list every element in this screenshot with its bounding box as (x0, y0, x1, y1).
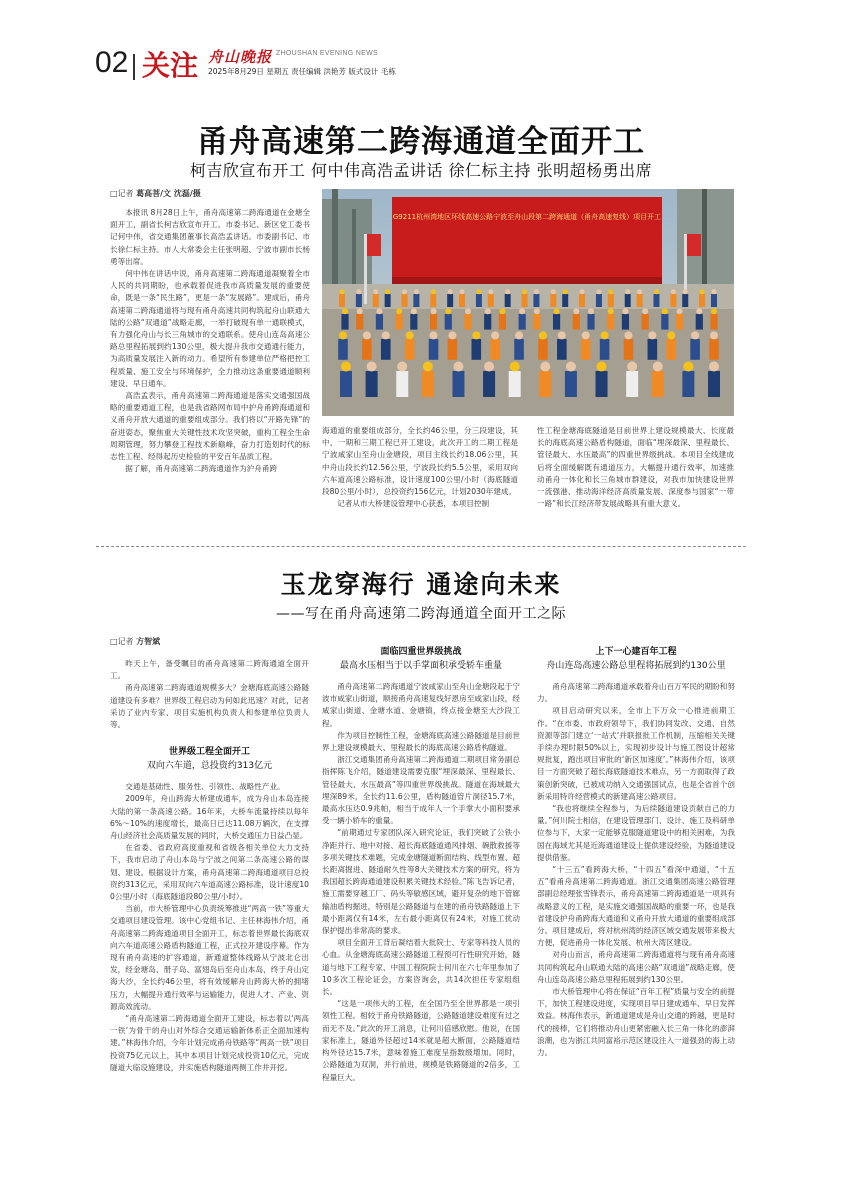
crowd-person-body (340, 371, 352, 397)
crowd-person-body (459, 294, 465, 307)
crowd-person-head (402, 289, 407, 294)
crowd-person-body (341, 314, 348, 330)
crowd-person-head (608, 308, 614, 314)
crowd-person-body (452, 371, 464, 397)
crowd-person-head (339, 331, 347, 339)
article1-column-2 (322, 425, 518, 510)
header-divider (133, 54, 135, 80)
crowd-person-head (709, 362, 719, 372)
byline-1 (110, 188, 201, 199)
crowd-person-head (448, 289, 453, 294)
subheadline-1: 柯吉欣宣布开工 何中伟高浩孟讲话 徐仁标主持 张明超杨勇出席 (189, 161, 653, 180)
paragraph: 昨天上午，备受瞩目的甬舟高速第二跨海通道全面开工。 (110, 659, 309, 681)
crowd-person-head (445, 308, 451, 314)
crowd-person-head (367, 362, 377, 372)
crowd-person-head (582, 331, 590, 339)
crowd-person-head (637, 289, 642, 294)
crowd-person-head (551, 289, 556, 294)
crowd-person-body (711, 294, 717, 307)
paragraph: 何中伟在讲话中说，甬舟高速第二跨海通道凝聚着全市人民的共同期盼，也承载着促进我市高质量发展的重要使命，既是一条“民生路”，更是一条“发展路”。建成后，甬舟高速第二跨海通道将与现有甬舟高速共同构筑起舟山联通大陆的公路“双通道”战略走廊，一举打破现有单一通联模式，有力强化舟山与长三角城市的交通联系。使舟山连岛高速公路总里程拓展到约130公里，极大提升我市交通通行能力，为高质量发展注入新的动力。希望所有参建单位严格把控工程质量、施工安全与环境保护，全力推动这条重要通道顺利建设、早日通车。 (110, 269, 310, 388)
crowd-person-head (563, 289, 568, 294)
crowd-person-head (677, 308, 683, 314)
paragraph: 高浩孟表示，甬舟高速第二跨海通道是落实交通强国战略的重要通道工程，也是我省路网布局中护舟甬跨海通道和义甬舟开放大通道的重要组成部分。我们将以“开路先锋”的奋进姿态，聚焦重大关键性技术攻坚突破，重构工程全生命周期管理，努力攀登工程技术新巅峰，奋力打造划时代的标志性工程、经得起历史检验的平安百年品质工程。 (110, 391, 310, 462)
ceremony-photo (322, 189, 734, 416)
crowd-person-head (411, 308, 417, 314)
crowd-person-body (533, 294, 539, 307)
crowd-person-head (710, 331, 718, 339)
crowd-person-head (342, 308, 348, 314)
crowd-person-body (648, 339, 658, 360)
crowd-person-head (691, 331, 699, 339)
crowd-person-head (499, 308, 505, 314)
crowd-person-body (596, 294, 602, 307)
crowd-person-body (539, 371, 551, 397)
crowd-person-head (712, 289, 717, 294)
byline-names: 方智斌 (136, 637, 161, 646)
crowd-person-head (510, 362, 520, 372)
banner-text: G9211杭州湾地区环线高速公路宁波至舟山段第二跨海通道（甬舟高速复线）项目开工 (392, 213, 662, 221)
crowd-person-head (515, 331, 523, 339)
crowd-person-body (708, 371, 720, 397)
paragraph: 甬舟高速第二跨海通道承载着舟山百万军民的期盼和努力。 (537, 682, 735, 704)
crowd-person-body (396, 371, 408, 397)
crowd-person-body (607, 314, 614, 330)
crowd-person-head (356, 289, 361, 294)
crowd-person-head (696, 308, 702, 314)
crowd-person-head (376, 308, 382, 314)
section-divider (96, 546, 746, 547)
crowd-person-head (622, 308, 628, 314)
crowd-person-head (423, 362, 433, 372)
crowd-person-body (661, 314, 668, 330)
subheadline-2: ——写在甬舟高速第二跨海通道全面开工之际 (276, 606, 566, 622)
crowd-person-body (376, 314, 383, 330)
crowd-person-head (539, 331, 547, 339)
crowd-person-head (540, 362, 550, 372)
crowd-person-body (514, 339, 524, 360)
crowd-person-head (566, 362, 576, 372)
crowd-person-head (460, 289, 465, 294)
ceremony-photo-illustration (322, 189, 734, 416)
crowd-person-body (464, 314, 471, 330)
crowd-person-body (476, 294, 482, 307)
crowd-person-head (430, 331, 438, 339)
crowd-person-body (676, 314, 683, 330)
crowd-person-body (484, 314, 491, 330)
crowd-person-body (448, 339, 458, 360)
crowd-person-body (447, 294, 453, 307)
crowd-person-body (488, 294, 494, 307)
crowd-person-body (483, 371, 495, 397)
article2-column-1 (110, 658, 309, 1074)
crowd-person-body (670, 294, 676, 307)
crowd-person-body (522, 294, 528, 307)
crowd-person-body (587, 314, 594, 330)
crowd-person-body (682, 371, 694, 397)
crowd-person-head (662, 308, 668, 314)
crowd-person-body (356, 294, 362, 307)
crowd-person-body (596, 371, 608, 397)
article1-column-1 (110, 207, 310, 475)
crowd-person-head (414, 289, 419, 294)
crowd-person-head (624, 331, 632, 339)
paragraph: 海通道的重要组成部分，全长约46公里，分三段建设，其中，一期和三期工程已开工建设，此次开工的二期工程是宁波咸家山至舟山金塘段，项目主线长约18.06公里，其中舟山段长约12.56公里，宁波段长约5.5公里，采用双向六车道高速公路标准，设计速度100公里/小时（海底隧道段80公里/小时），总投资约156亿元，计划2030年建成。 (322, 426, 518, 497)
paragraph: 交通是基础性、服务性、引领性、战略性产业。 (125, 782, 285, 792)
crowd-person-body (696, 314, 703, 330)
crowd-person-head (667, 331, 675, 339)
crowd-person-body (581, 339, 591, 360)
headline-1: 甬舟高速第二跨海通道全面开工 (197, 124, 645, 160)
crowd-person-head (453, 362, 463, 372)
crowd-person-head (625, 289, 630, 294)
crowd-person-head (608, 289, 613, 294)
crowd-person-head (431, 289, 436, 294)
crowd-person-body (490, 339, 500, 360)
newspaper-english-name: ZHOUSHAN EVENING NEWS (276, 50, 378, 57)
crowd-person-head (654, 289, 659, 294)
crowd-person-body (402, 294, 408, 307)
crowd-person-body (430, 294, 436, 307)
crowd-person-head (396, 308, 402, 314)
crowd-person-head (627, 362, 637, 372)
crowd-person-head (580, 289, 585, 294)
crowd-person-head (601, 331, 609, 339)
crowd-person-head (448, 331, 456, 339)
section-title: 关注 (142, 49, 199, 82)
crowd-person-head (357, 308, 363, 314)
crowd-person-body (562, 294, 568, 307)
crowd-person-body (396, 314, 403, 330)
crowd-person-head (397, 362, 407, 372)
crowd-person-head (534, 308, 540, 314)
crowd-person-head (596, 289, 601, 294)
crowd-person-body (430, 314, 437, 330)
crowd-person-head (488, 289, 493, 294)
paragraph: “十三五”看跨海大桥，“十四五”看深中通道，“十五五”看甬舟高速第二跨海通道。浙江交通集团高速公路管理部副总经理张雪锋表示，甬舟高速第二跨海通道是一项具有战略意义的工程，是实施交通强国战略的重要一环，也是我省建设护舟甬跨海大通道和义甬舟开放大通道的重要组成部分。项目建成后，将对杭州湾的经济区域交通发展带来极大方便，促进甬舟一体化发展、杭州大湾区建设。 (537, 865, 735, 948)
crowd-person-body (573, 314, 580, 330)
paragraph: 2009年，舟山跨海大桥建成通车，成为舟山本岛连接大陆的第一条高速公路。16年来，大桥车流量持续以每年6%～10%的速度增长，最高日已达11.08万辆次，在支撑舟山经济社会高质量发展的同时，大桥交通压力日益凸显。 (110, 794, 309, 841)
crowd-person-body (445, 314, 452, 330)
paragraph: 市大桥管理中心将在保证“百年工程”质量与安全的前提下，加快工程建设进度，实现项目早日建成通车、早日发挥效益。林海伟表示，新通道建成是舟山交通的跨越，更是时代的接棒，它们将推动舟山更紧密融入长三角一体化的澎湃浪潮，也为浙江共同富裕示范区建设注入一道强劲的海上动力。 (537, 987, 735, 1058)
byline-2 (110, 636, 160, 647)
paragraph: “这是一项伟大的工程，在全国乃至全世界都是一项引领性工程。相较于甬舟铁路隧道，公路隧道建设难度有过之而无不及。”此次的开工消息，让何川倍感欣慰。他说，在国家标准上，隧道外径超过14米就是超大断面，公路隧道结构外径达15.7米，意味着施工难度呈指数级增加。同时，公路隧道为双洞，并行前进，规模是铁路隧道的2倍多，工程量巨大。 (322, 999, 520, 1082)
page-number: 02 (95, 46, 129, 79)
crowd-person-head (485, 308, 491, 314)
paragraph: 项目启动研究以来，全市上下万众一心推进前期工作。“在市委、市政府领导下，我们协同发改、交通、自然资源等部门建立‘一站式’并联报批工作机制，压缩相关关键手续办理时限50%以上，实现初步设计与施工图设计超常规批复，跑出项目审批的‘新区加速度’。”林海伟介绍，该项目一方面突破了超长海底隧道技术难点，另一方面取得了政策创新突破，已被成功纳入交通强国试点，也是全省首个创新采用特许经营模式的新建高速公路项目。 (537, 706, 735, 801)
crowd-person-body (625, 294, 631, 307)
crowd-person-head (382, 331, 390, 339)
paragraph: 作为项目控制性工程，金塘海底高速公路隧道是目前世界上建设规模最大、里程最长的海底高速公路盾构隧道。 (322, 730, 520, 753)
section-subheading: 舟山连岛高速公路总里程将拓展到约130公里 (546, 661, 726, 671)
paragraph: 在省委、省政府高度重视和省级各相关单位大力支持下，我市启动了舟山本岛与宁波之间第二条高速公路的谋划、建设。根据设计方案，甬舟高速第二跨海通道项目总投资约313亿元，采用双向六车道高速公路标准，设计速度100公里/小时（海底隧道段80公里/小时）。 (110, 843, 309, 902)
crowd-person-head (558, 331, 566, 339)
paragraph: 项目全面开工背后凝结着大批院士、专家等科技人员的心血。从金塘海底高速公路隧道工程预可行性研究开始，隧道与地下工程专家、中国工程院院士何川在六七年里参加了10多次工程论证会，方案咨询会，共14次担任专家组组长。 (322, 938, 520, 997)
crowd-person-head (700, 289, 705, 294)
crowd-person-body (624, 339, 634, 360)
crowd-person-head (597, 362, 607, 372)
crowd-person-head (519, 308, 525, 314)
crowd-person-body (413, 294, 419, 307)
paragraph: “我也将继续全程参与，为后续隧道建设贡献自己的力量。”何川院士相信，在建设管理部门、设计、施工及科研单位参与下，大家一定能够克服隧道建设中的相关困难，为我国在海域尤其是近海通道建设上提供建设经验，为隧道建设提供借鉴。 (537, 804, 735, 862)
crowd-person-head (476, 289, 481, 294)
paragraph: 浙江交通集团甬舟高速第二跨海通道二期项目常务副总指挥陈飞介绍，隧道建设需要克服“埋深最深、里程最长、管径最大、水压最高”等四重世界级挑战。隧道在海域最大埋深89米，全长约11.6公里，盾构隧道管片洞径15.7米，最高水压达0.9兆帕，相当于成年人一个手掌大小面积要承受一辆小轿车的重量。 (322, 755, 520, 826)
crowd-person-body (579, 294, 585, 307)
crowd-person-head (573, 308, 579, 314)
crowd-person-head (683, 289, 688, 294)
crowd-person-body (538, 339, 548, 360)
crowd-person-head (642, 308, 648, 314)
crowd-person-head (683, 362, 693, 372)
crowd-person-body (338, 339, 348, 360)
crowd-person-body (381, 339, 391, 360)
crowd-person-body (608, 294, 614, 307)
crowd-person-head (484, 362, 494, 372)
crowd-person-head (554, 308, 560, 314)
crowd-person-body (509, 371, 521, 397)
paragraph: 甬舟高速第二跨海通道宁波咸家山至舟山金塘段起于宁波市咸家山街道，顺接甬舟高速复线好恩房至咸家山段，经咸家山街道、金塘水道、金塘镇，终点接金塘至大沙段工程。 (322, 682, 520, 728)
crowd-person-body (533, 314, 540, 330)
paragraph: 对舟山而言，甬舟高速第二跨海通道将与现有甬舟高速共同构筑起舟山联通大陆的高速公路“双通道”战略走廊，使舟山连岛高速公路总里程拓展到约130公里。 (537, 950, 735, 984)
crowd-person-body (652, 371, 664, 397)
crowd-person-body (637, 294, 643, 307)
crowd-person-body (499, 314, 506, 330)
issue-info: 2025年8月29日 星期五 责任编辑 洪艳芳 版式设计 毛栋 (208, 67, 396, 76)
crowd-person-body (471, 339, 481, 360)
crowd-person-head (522, 289, 527, 294)
crowd-person-head (385, 289, 390, 294)
crowd-person-body (339, 294, 345, 307)
paragraph: 当前，市大桥管理中心负责统筹推进“两高一铁”等重大交通项目建设管理。该中心党组书记、主任林海伟介绍，甬舟高速第二跨海通道项目全面开工，标志着世界最长海底双向六车道高速公路盾构隧道工程，正式拉开建设序幕。作为现有甬舟高速的扩容通道，新通道整体线路从宁波北仑出发，经金塘岛、册子岛、富翅岛后至舟山本岛，终于舟山定海大沙，全长约46公里，将有效缓解舟山跨海大桥的拥堵压力，大幅提升通行效率与运输能力，促进人才、产业、资源高效流动。 (110, 904, 309, 1011)
crowd-person-body (557, 339, 567, 360)
crowd-person-body (553, 314, 560, 330)
crowd-person-body (362, 339, 372, 360)
crowd-person-head (340, 289, 345, 294)
headline-2: 玉龙穿海行 通途向未来 (280, 570, 562, 599)
paragraph: 本报讯 8月28日上午，甬舟高速第二跨海通道在金塘全面开工，副省长柯吉欣宣布开工。市委书记、新区党工委书记何中伟，省交通集团董事长高浩孟讲话。市委副书记、市长徐仁标主持。市人大常委会主任张明超、宁波市副市长杨勇等出席。 (110, 208, 310, 266)
crowd-person-body (682, 294, 688, 307)
article2-column-3 (537, 645, 735, 1059)
crowd-person-head (373, 289, 378, 294)
crowd-person-body (653, 294, 659, 307)
crowd-person-head (465, 308, 471, 314)
crowd-person-head (534, 289, 539, 294)
paragraph: “甬舟高速第二跨海通道全面开工建设，标志着以‘两高一铁’为骨干的舟山对外综合交通运输新体系正全面加速构建。”林海伟介绍，今年计划完成甬舟铁路等“两高一铁”项目投资75亿元以上，其中本项目计划完成投资10亿元，完成隧道大临设施建设，并实施盾构隧道两侧工作井开挖。 (110, 1014, 309, 1072)
article1-column-3 (537, 425, 734, 510)
crowd-person-body (356, 314, 363, 330)
section-subheading: 双向六车道，总投资约313亿元 (146, 761, 273, 772)
paragraph: 甬舟高速第二跨海通道规模多大？金塘海底高速公路隧道建设有多难？世界级工程启动为何如此迅速？对此，记者采访了业内专家、项目实施机构负责人和参建单位负责人等。 (110, 683, 309, 730)
crowd-person-head (491, 331, 499, 339)
crowd-person-head (431, 308, 437, 314)
crowd-person-body (622, 314, 629, 330)
crowd-person-body (642, 314, 649, 330)
crowd-person-body (405, 339, 415, 360)
crowd-person-body (422, 371, 434, 397)
byline-prefix: □记者 (110, 637, 134, 646)
crowd-person-body (373, 294, 379, 307)
crowd-person-body (699, 294, 705, 307)
crowd-person-head (648, 331, 656, 339)
crowd-person-head (588, 308, 594, 314)
crowd-person-body (565, 371, 577, 397)
crowd-person-body (550, 294, 556, 307)
paragraph: “前期通过专家团队深入研究论证，我们突破了公铁小净距并行、地中对接、超长海底隧道通风排烟、碗散救援等多项关键技术难题，完成金塘隧道断面结构、线型布置、超长距离掘进、隧道耐久性等8大关键技术方案的研究，将为我国超长跨海通道建设积累关键技术经验。”陈飞告诉记者，施工需要穿越工厂、码头等敏感区域，避开复杂的地下管廊输油盾构掘进，特别是公路隧道与在建的甬舟铁路隧道上下最小距离仅有14米，左右最小距离仅有24米，对施工扰动保护提出非常高的要求。 (322, 828, 520, 936)
crowd-person-body (690, 339, 700, 360)
newspaper-logo: 舟山晚报 (208, 48, 273, 66)
byline-prefix: □记者 (110, 189, 134, 198)
crowd-person-head (406, 331, 414, 339)
crowd-person-head (671, 289, 676, 294)
crowd-person-head (341, 362, 351, 372)
crowd-person-body (626, 371, 638, 397)
crowd-person-head (505, 289, 510, 294)
paragraph: 性工程金塘海底隧道是目前世界上建设规模最大、长度最长的海底高速公路盾构隧道，面临“埋深最深、里程最长、管径最大、水压最高”的四重世界级挑战。本项目全线建成后将全面缓解既有通道压力，大幅提升通行效率，加速推动甬舟一体化和长三角城市群建设，对我市加快建设世界一流强港、推动海洋经济高质量发展、深度参与国家“一带一路”和长江经济带发展战略具有重大意义。 (537, 426, 734, 509)
crowd-person-body (385, 294, 391, 307)
crowd-person-head (472, 331, 480, 339)
section-heading: 面临四重世界级挑战 (380, 647, 462, 657)
crowd-person-body (600, 339, 610, 360)
crowd-person-body (710, 314, 717, 330)
article2-column-2 (322, 645, 520, 1084)
paragraph: 记者从市大桥建设管理中心获悉，本项目控制 (337, 499, 490, 509)
section-subheading: 最高水压相当于以手掌面积承受轿车重量 (339, 661, 502, 671)
crowd-person-body (410, 314, 417, 330)
crowd-person-body (666, 339, 676, 360)
crowd-person-body (366, 371, 378, 397)
crowd-person-head (653, 362, 663, 372)
crowd-person-body (429, 339, 439, 360)
crowd-person-body (519, 314, 526, 330)
crowd-person-body (505, 294, 511, 307)
section-heading: 世界级工程全面开工 (168, 747, 250, 758)
crowd-person-head (711, 308, 717, 314)
crowd-person-head (363, 331, 371, 339)
crowd-person-body (709, 339, 719, 360)
section-heading: 上下一心建百年工程 (595, 647, 677, 657)
byline-names: 葛高菩/文 沈磊/摄 (136, 189, 201, 198)
paragraph: 据了解，甬舟高速第二跨海通道作为沪舟甬跨 (125, 464, 278, 474)
